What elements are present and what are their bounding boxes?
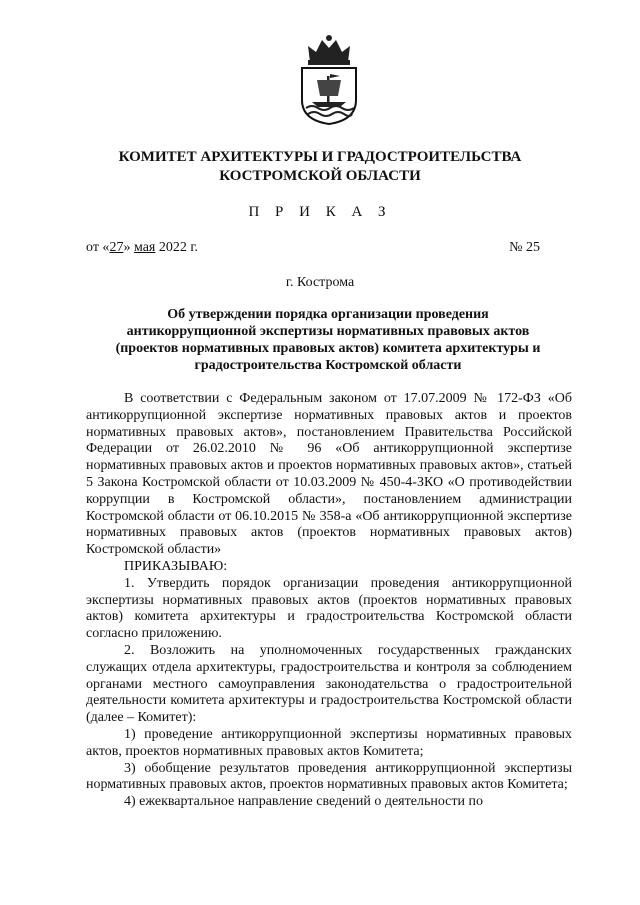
date-month: мая [133, 240, 156, 255]
org-line-1: КОМИТЕТ АРХИТЕКТУРЫ И ГРАДОСТРОИТЕЛЬСТВА [118, 149, 522, 165]
date-day: 27 [109, 240, 124, 255]
item-2-paragraph: 2. Возложить на уполномоченных государственных гражданских служащих отдела архитектуры, градостроительства и контроля за соблюдением органами местного самоуправления законодательства о градостроительной деятельности комитета архитектуры и градостроительства Костромской области (далее – Комитет): [86, 642, 572, 726]
org-line-2: КОСТРОМСКОЙ ОБЛАСТИ [219, 168, 421, 184]
item-1-paragraph: 1. Утвердить порядок организации проведения антикоррупционной экспертизы нормативных правовых актов (проектов нормативных правовых актов) комитета архитектуры и градостроительства Костромской области согласно приложению. [86, 575, 572, 642]
date-year: 2022 г. [155, 240, 199, 255]
subject-line-3: (проектов нормативных правовых актов) комитета архитектуры и [115, 341, 541, 356]
order-subject [86, 306, 570, 374]
order-number: № 25 [509, 240, 540, 255]
subject-line-1: Об утверждении порядка организации проведения [167, 307, 489, 322]
date-mid: » [123, 240, 134, 255]
coat-of-arms-emblem [296, 34, 362, 126]
city: г. Кострома [285, 275, 355, 290]
subitem-4-paragraph: 4) ежеквартальное направление сведений о деятельности по [124, 794, 483, 810]
preamble-paragraph: В соответствии с Федеральным законом от 17.07.2009 № 172-ФЗ «Об антикоррупционной экспертизе нормативных правовых актов и проектов нормативных правовых актов», постановлением Правительства Российской Федерации от 26.02.2010 № 96 «Об антикоррупционной экспертизе нормативных правовых актов и проектов нормативных правовых актов», статьей 5 Закона Костромской области от 10.03.2009 № 450-4-ЗКО «О противодействии коррупции в Костромской области», постановлением администрации Костромской области от 06.10.2015 № 358-а «Об антикоррупционной экспертизе нормативных правовых актов (проектов нормативных правовых актов) Костромской области» [86, 391, 572, 558]
order-date [86, 240, 198, 256]
date-prefix: от « [86, 240, 110, 255]
subject-line-2: антикоррупционной экспертизы нормативных правовых актов [126, 324, 530, 339]
subject-line-4: градостроительства Костромской области [194, 358, 462, 373]
order-word: ПРИКАЗЫВАЮ: [124, 558, 228, 574]
document-type: П Р И К А З [248, 204, 392, 220]
order-body [86, 391, 572, 811]
subitem-1-paragraph: 1) проведение антикоррупционной экспертизы нормативных правовых актов, проектов нормативных правовых актов Комитета; [86, 726, 572, 759]
organization-name [60, 148, 580, 186]
subitem-3-paragraph: 3) обобщение результатов проведения антикоррупционной экспертизы нормативных правовых актов, проектов нормативных правовых актов Комитета; [86, 760, 572, 793]
